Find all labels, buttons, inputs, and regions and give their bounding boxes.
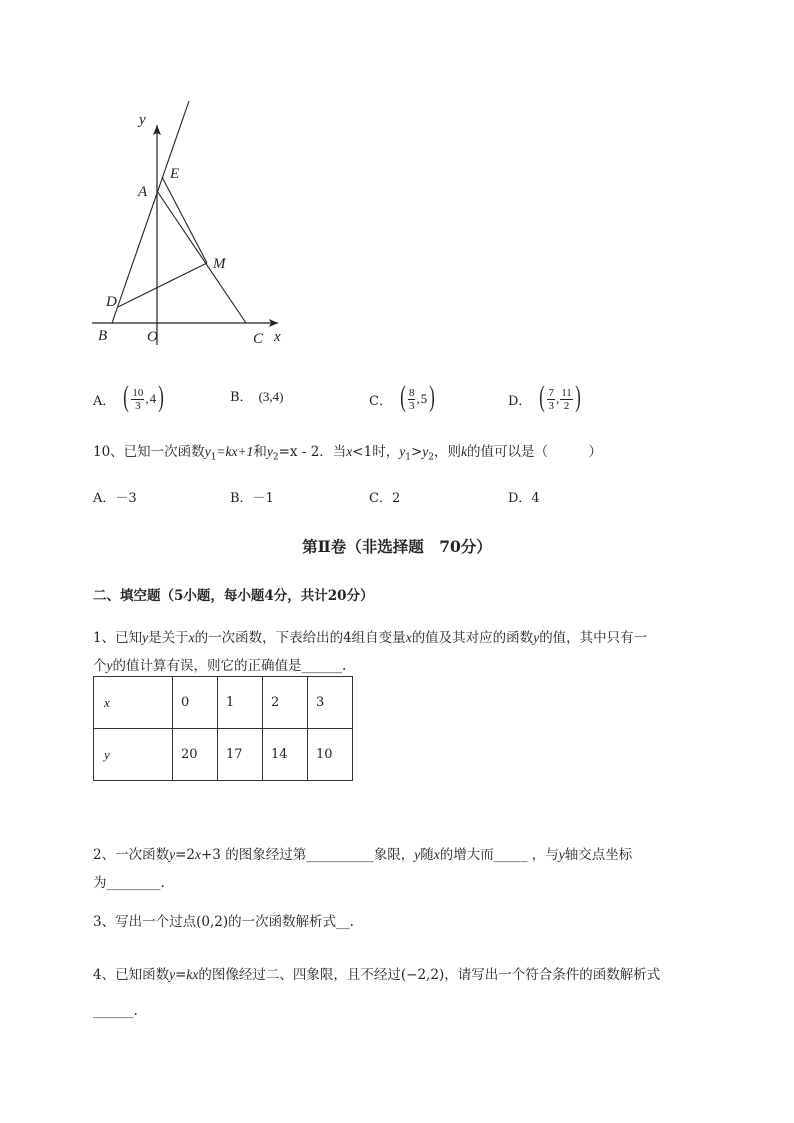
- q9-option-a-label: A．: [93, 393, 116, 409]
- q9-option-a-coord: ( $\frac{10}{3}$ , 4 ): [123, 380, 164, 413]
- table-cell: 0: [173, 677, 218, 729]
- fill-question-1: 1、已知y是关于x的一次函数，下表给出的4组自变量x的值及其对应的函数y的值，其中只有一 个y的值计算有误，则它的正确值是______.: [93, 630, 648, 674]
- label-x: x: [274, 329, 281, 345]
- table-cell: 14: [263, 729, 308, 781]
- line-EM: [162, 177, 207, 263]
- table-header-x: x: [94, 677, 173, 729]
- line-BE: [112, 101, 189, 323]
- q9-option-a: [93, 380, 166, 413]
- fill-question-3: 3、写出一个过点(0,2)的一次函数解析式__.: [93, 914, 354, 930]
- fraction: $\frac{11}{2}$: [561, 386, 572, 412]
- part-2-heading: 二、填空题（5小题，每小题4分，共计20分）: [93, 588, 374, 604]
- fill-question-4: 4、已知函数y=kx的图像经过二、四象限，且不经过(−2,2)，请写出一个符合条件的函数解析式 ______.: [93, 967, 661, 1019]
- q9-option-d: [508, 380, 583, 413]
- label-C: C: [253, 331, 264, 347]
- label-y: y: [139, 112, 146, 128]
- line-AC: [157, 191, 246, 323]
- q10-option-d: D．4: [508, 491, 540, 506]
- q9-option-d-label: D．: [508, 393, 532, 409]
- fraction: $\frac{10}{3}$: [132, 386, 144, 412]
- question-10: 10、已知一次函数$y_1=kx+1$和$y_2=x - 2$．当x<1时，$y_1>y_2$，则k的值可以是（ ）: [93, 444, 602, 463]
- table-cell: 3: [308, 677, 353, 729]
- q9-option-c-coord: ( $\frac{8}{3}$ , 5 ): [400, 380, 435, 413]
- fill-question-2: 2、一次函数y=2x+3 的图象经过第__________象限，y随x的增大而_____ ，与y轴交点坐标 为________.: [93, 847, 633, 891]
- table-cell: 10: [308, 729, 353, 781]
- values-table: [93, 676, 353, 781]
- label-M: M: [213, 256, 226, 272]
- label-E: E: [170, 166, 180, 182]
- table-cell: 17: [218, 729, 263, 781]
- q9-option-d-coord: ( $\frac{7}{3}$ , $\frac{11}{2}$ ): [539, 380, 581, 413]
- fraction: $\frac{8}{3}$: [408, 386, 415, 412]
- table-header-y: y: [94, 729, 173, 781]
- q10-option-b: B．－1: [230, 491, 274, 506]
- label-B: B: [98, 328, 108, 344]
- section-2-title: 第Ⅱ卷（非选择题 70分）: [302, 537, 492, 556]
- line-DM: [118, 263, 207, 307]
- table-cell: 20: [173, 729, 218, 781]
- label-D: D: [106, 294, 117, 310]
- q9-option-b-label: B．: [230, 390, 253, 405]
- q9-option-b-coord: ( 3 , 4 ): [258, 388, 284, 404]
- table-row: [94, 677, 353, 729]
- q10-option-a: A．－3: [93, 491, 137, 506]
- q9-option-c-label: C．: [369, 393, 392, 409]
- label-A: A: [138, 184, 148, 200]
- table-cell: 2: [263, 677, 308, 729]
- geometry-figure: [82, 95, 302, 355]
- q9-option-b: [230, 386, 284, 405]
- fraction: $\frac{7}{3}$: [548, 386, 554, 412]
- label-O: O: [147, 329, 158, 345]
- table-cell: 1: [218, 677, 263, 729]
- q10-option-c: C．2: [369, 491, 401, 506]
- q9-option-c: [369, 380, 437, 413]
- table-row: [94, 729, 353, 781]
